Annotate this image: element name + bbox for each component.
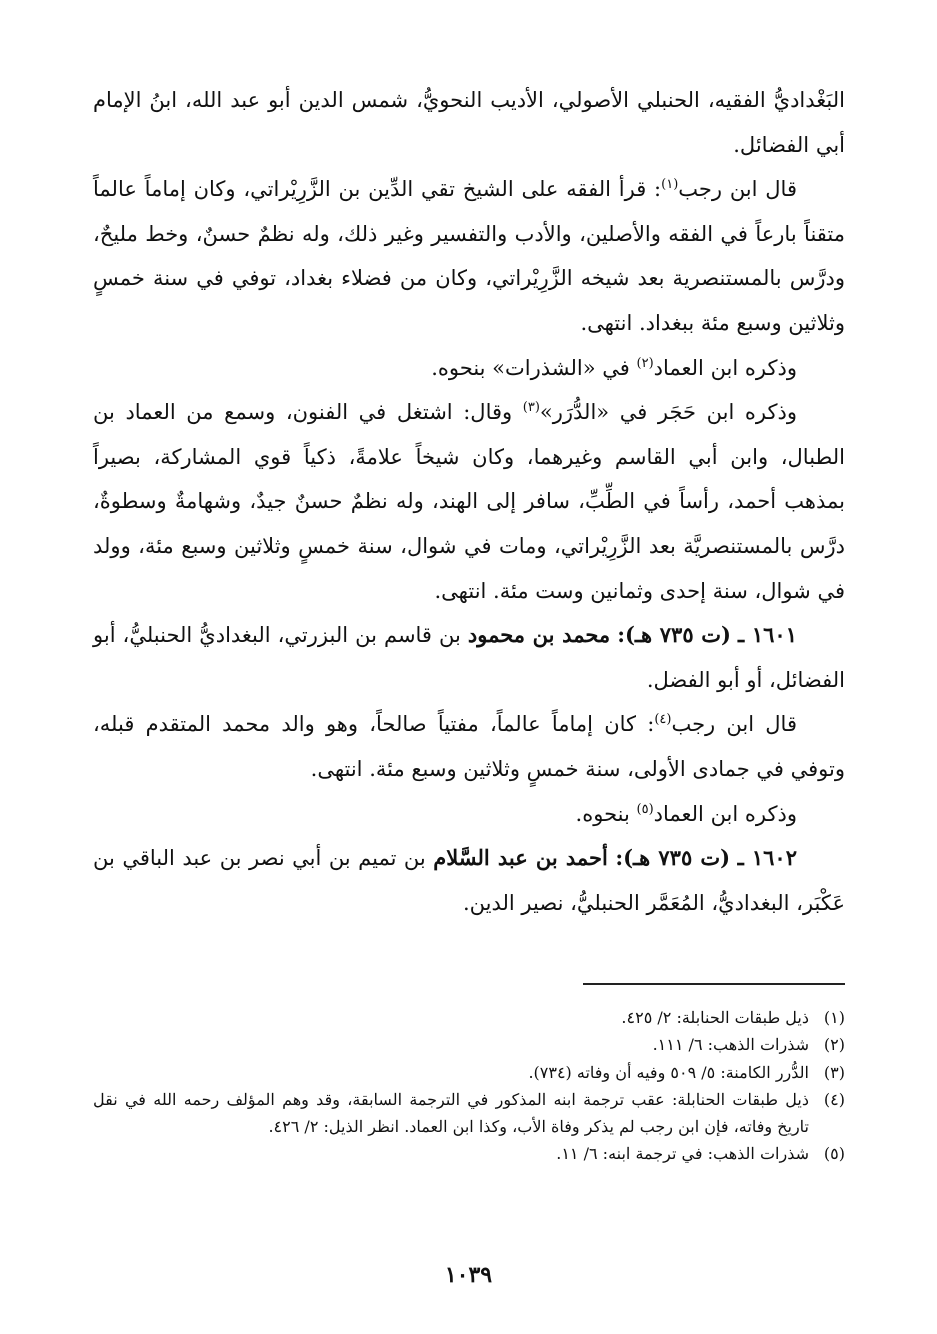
entry-1602 — [93, 836, 845, 925]
footnote-1 — [93, 1004, 845, 1031]
paragraph-text: : كان إماماً عالماً، مفتياً صالحاً، وهو والد محمد المتقدم قبله، وتوفي في جمادى الأولى، سنة خمسٍ وثلاثين وسبع مئة. انتهى. — [93, 712, 845, 781]
footnote-5 — [93, 1140, 845, 1167]
paragraph-text: وذكره ابن العماد — [653, 801, 797, 826]
paragraph-continuation — [93, 78, 845, 167]
paragraph-ibn-imad-2 — [93, 792, 845, 837]
paragraph-text: البَغْداديُّ الفقيه، الحنبلي الأصولي، الأديب النحويُّ، شمس الدين أبو عبد الله، ابنُ الإمام أبي الفضائل. — [93, 88, 845, 157]
footnote-number: (١) — [823, 1008, 845, 1027]
entry-1601 — [93, 613, 845, 702]
paragraph-text: في «الشذرات» بنحوه. — [431, 355, 637, 380]
footnote-separator — [583, 983, 845, 985]
paragraph-ibn-hajar — [93, 390, 845, 613]
footnote-number: (٤) — [823, 1089, 845, 1109]
footnote-4 — [93, 1086, 845, 1141]
entry-name: محمد بن محمود — [467, 622, 611, 648]
paragraph-ibn-rajab-1 — [93, 167, 845, 345]
paragraph-text: وذكره ابن حَجَر في «الدُّرَر» — [539, 400, 797, 425]
entry-name: أحمد بن عبد السَّلام — [433, 845, 608, 871]
page-number: ١٠٣٩ — [444, 1262, 493, 1288]
paragraph-ibn-rajab-2 — [93, 702, 845, 791]
main-text — [93, 78, 845, 925]
footnote-3 — [93, 1059, 845, 1086]
paragraph-text: وقال: اشتغل في الفنون، وسمع من العماد بن الطبال، وابن أبي القاسم وغيرهما، وكان شيخاً علامةً، ذكياً قوي المشاركة، بصيراً بمذهب أحمد، رأساً في الطِّبِّ، سافر إلى الهند، وله نظمٌ حسنٌ جيدٌ، وشهامةٌ وسطوةٌ، درَّس بالمستنصريَّة بعد الزَّرِيْراتي، ومات في شوال، سنة خمسٍ وثلاثين وسبع مئة، وولد في شوال، سنة إحدى وثمانين وست مئة. انتهى. — [93, 400, 845, 603]
footnote-ref-5[interactable]: (٥) — [636, 801, 654, 817]
footnote-number: (٣) — [823, 1062, 845, 1082]
paragraph-text: قال ابن رجب — [678, 177, 797, 202]
entry-number: ١٦٠٢ ـ — [737, 845, 797, 871]
entry-number: ١٦٠١ ـ — [738, 622, 797, 648]
footnote-ref-3[interactable]: (٣) — [522, 400, 540, 416]
footnote-text: الدُّرر الكامنة: ٥/ ٥٠٩ وفيه أن وفاته (٧٣٤). — [528, 1062, 809, 1082]
entry-lineage: بن تميم بن أبي نصر بن عبد الباقي بن عَكْبَر، البغداديُّ، المُعَمَّر الحنبليُّ، نصير الدين. — [93, 846, 845, 915]
entry-death-date: (ت ٧٣٥ هـ): — [615, 845, 731, 871]
entry-lineage: بن قاسم بن البزرتي، البغداديُّ الحنبليُّ، أبو الفضائل، أو أبو الفضل. — [93, 623, 845, 692]
footnote-text: شذرات الذهب: ٦/ ١١١. — [652, 1035, 809, 1055]
footnote-number: (٢) — [823, 1035, 845, 1055]
footnote-number: (٥) — [823, 1144, 845, 1164]
paragraph-text: بنحوه. — [575, 801, 637, 826]
paragraph-text: قال ابن رجب — [671, 712, 797, 737]
footnotes — [93, 1004, 845, 1168]
footnote-ref-2[interactable]: (٢) — [636, 355, 654, 371]
paragraph-text: وذكره ابن العماد — [653, 355, 797, 380]
footnote-ref-4[interactable]: (٤) — [654, 712, 672, 728]
entry-death-date: (ت ٧٣٥ هـ): — [617, 622, 731, 648]
footnote-text: ذيل طبقات الحنابلة: عقب ترجمة ابنه المذكور في الترجمة السابقة، وقد وهم المؤلف رحمه الله في نقل تاريخ وفاته، فإن ابن رجب لم يذكر وفاة الأب، وكذا ابن العماد. انظر الذيل: ٢/ ٤٢٦. — [93, 1089, 809, 1137]
paragraph-ibn-imad-1 — [93, 346, 845, 391]
footnote-ref-1[interactable]: (١) — [661, 177, 679, 193]
paragraph-text: : قرأ الفقه على الشيخ تقي الدِّين بن الزَّرِيْراتي، وكان إماماً عالماً متقناً بارعاً في الفقه والأصلين، والأدب والتفسير وغير ذلك، وله نظمٌ حسنٌ، وخط مليحٌ، ودرَّس بالمستنصرية بعد شيخه الزَّرِيْراتي، وكان من فضلاء بغداد، توفي في سنة خمسٍ وثلاثين وسبع مئة ببغداد. انتهى. — [93, 177, 845, 335]
footnote-text: ذيل طبقات الحنابلة: ٢/ ٤٢٥. — [621, 1008, 809, 1027]
footnote-text: شذرات الذهب: في ترجمة ابنه: ٦/ ١١. — [556, 1144, 809, 1164]
footnote-2 — [93, 1031, 845, 1058]
